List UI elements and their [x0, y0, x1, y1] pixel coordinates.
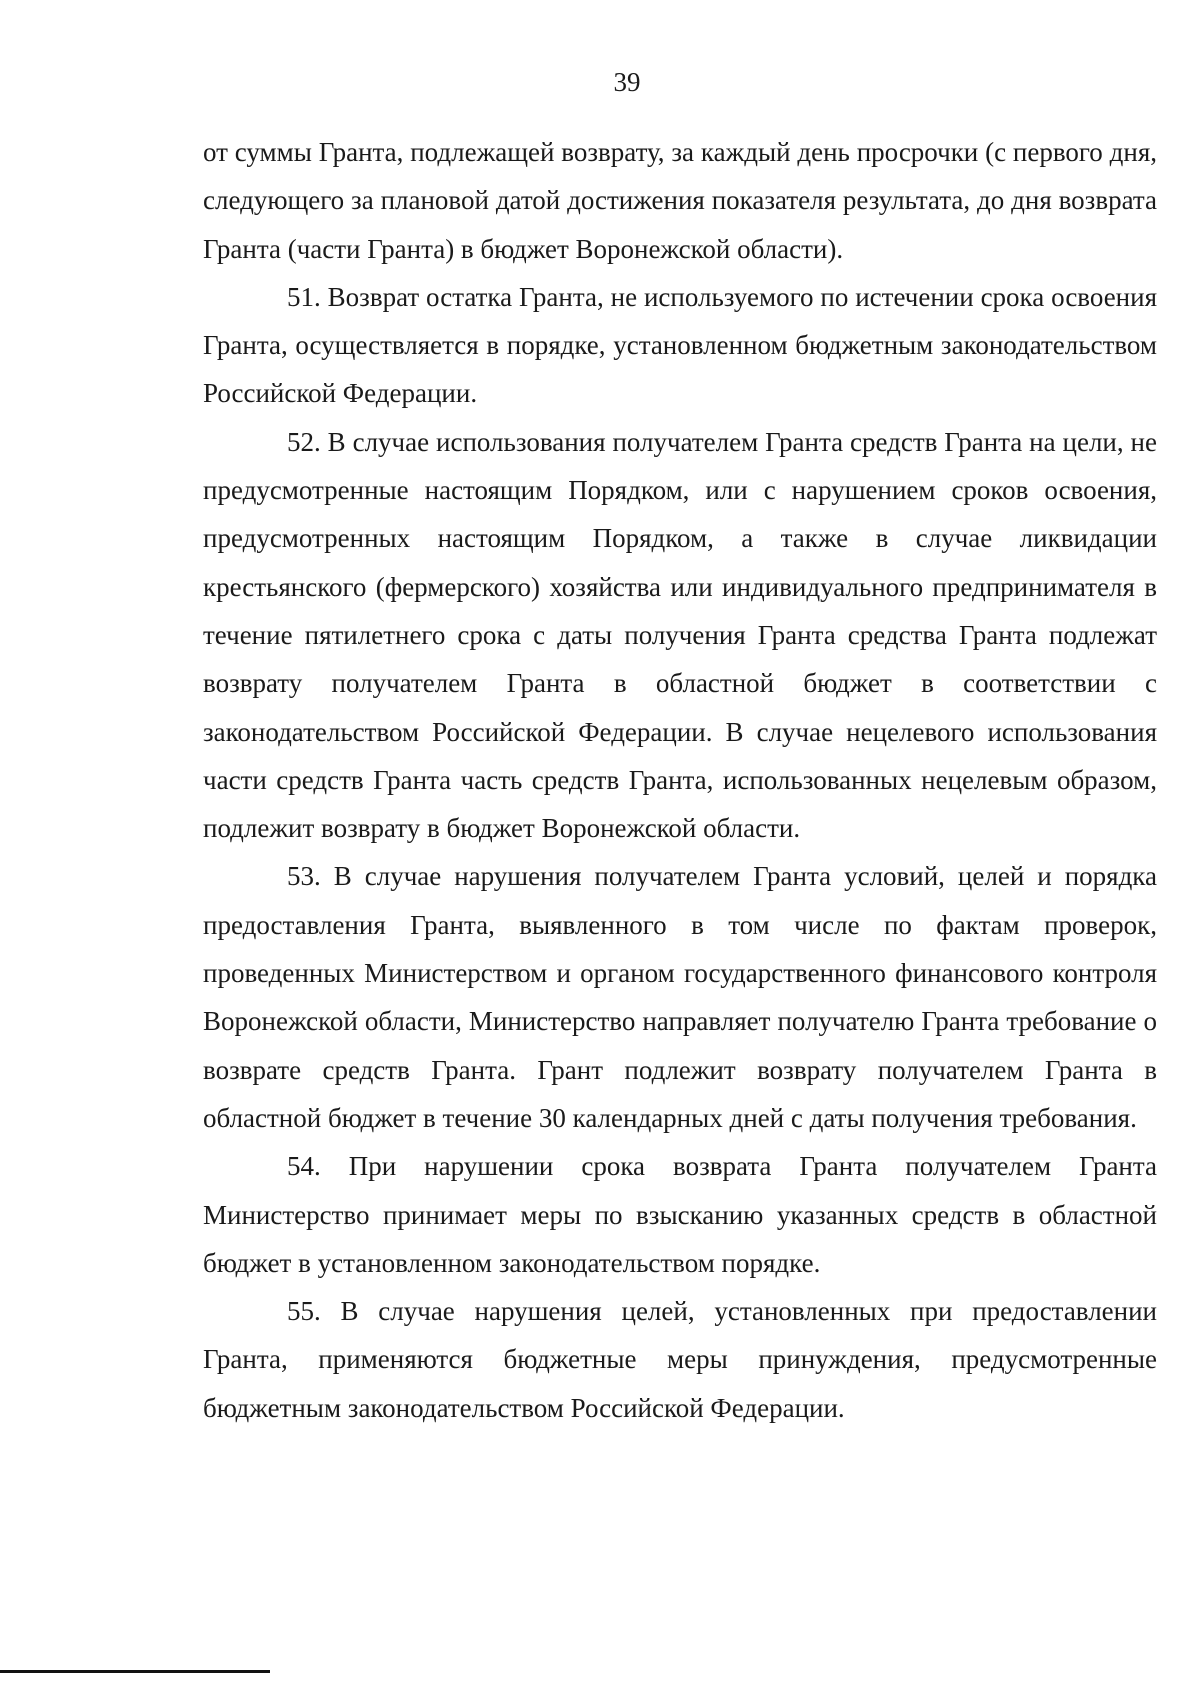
- paragraph-continuation: от суммы Гранта, подлежащей возврату, за каждый день просрочки (с первого дня, следующего за плановой датой достижения показателя результата, до дня возврата Гранта (части Гранта) в бюджет Воронежской области).: [203, 137, 1157, 264]
- paragraph-54: 54. При нарушении срока возврата Гранта получателем Гранта Министерство принимает меры по взысканию указанных средств в областной бюджет в установленном законодательством порядке.: [203, 1151, 1157, 1278]
- footer-rule: [0, 1670, 270, 1673]
- paragraph-51: 51. Возврат остатка Гранта, не используемого по истечении срока освоения Гранта, осуществляется в порядке, установленном бюджетным законодательством Российской Федерации.: [203, 281, 1157, 409]
- document-body: [203, 128, 1157, 1432]
- page-number: 39: [613, 67, 641, 97]
- paragraph-53: 53. В случае нарушения получателем Гранта условий, целей и порядка предоставления Гранта, выявленного в том числе по фактам проверок, проведенных Министерством и органом государственного финансового контроля Воронежской области, Министерство направляет получателю Гранта требование о возврате средств Гранта. Грант подлежит возврату получателем Гранта в областной бюджет в течение 30 календарных дней с даты получения требования.: [203, 861, 1157, 1133]
- paragraph-52: 52. В случае использования получателем Гранта средств Гранта на цели, не предусмотренные настоящим Порядком, или с нарушением сроков освоения, предусмотренных настоящим Порядком, а также в случае ликвидации крестьянского (фермерского) хозяйства или индивидуального предпринимателя в течение пятилетнего срока с даты получения Гранта средства Гранта подлежат возврату получателем Гранта в областной бюджет в соответствии с законодательством Российской Федерации. В случае нецелевого использования части средств Гранта часть средств Гранта, использованных нецелевым образом, подлежит возврату в бюджет Воронежской области.: [203, 426, 1157, 844]
- paragraph-55: 55. В случае нарушения целей, установленных при предоставлении Гранта, применяются бюджетные меры принуждения, предусмотренные бюджетным законодательством Российской Федерации.: [203, 1296, 1157, 1423]
